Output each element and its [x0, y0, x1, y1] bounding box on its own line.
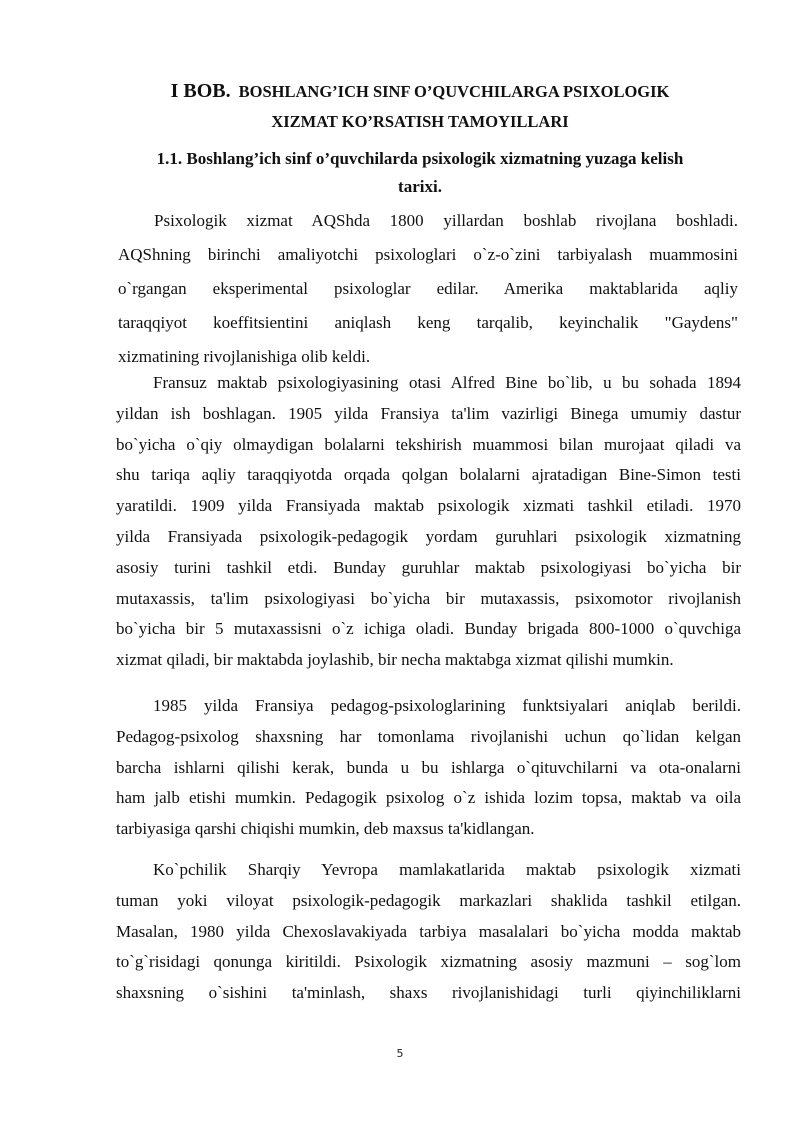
- chapter-title-line2: XIZMAT KO’RSATISH TAMOYILLARI: [271, 112, 569, 131]
- section-title: [100, 145, 740, 201]
- paragraph-1: [118, 204, 738, 374]
- paragraph-2: [116, 368, 741, 676]
- page-number: 5: [396, 1047, 404, 1060]
- paragraph-line: barcha ishlarni qilishi kerak, bunda u bu ishlarga o`qituvchilarni va ota-onalarni: [116, 757, 741, 777]
- paragraph-line: Ko`pchilik Sharqiy Yevropa mamlakatlarida maktab psixologik xizmati: [153, 860, 741, 879]
- paragraph-line: 1985 yilda Fransiya pedagog-psixologlarining funktsiyalari aniqlab berildi.: [153, 696, 741, 715]
- paragraph-line: to`g`risidagi qonunga kiritildi. Psixologik xizmatning asosiy mazmuni – sog`lom: [116, 952, 741, 972]
- paragraph-line: mutaxassis, ta'lim psixologiyasi bo`yicha bir mutaxassis, psixomotor rivojlanish: [116, 588, 741, 608]
- paragraph-line: bo`yicha o`qiy olmaydigan bolalarni tekshirish muammosi bilan murojaat qiladi va: [116, 434, 741, 454]
- paragraph-line: bo`yicha bir 5 mutaxassisni o`z ichiga oladi. Bunday brigada 800-1000 o`quvchiga: [116, 619, 741, 639]
- paragraph-line: xizmatining rivojlanishiga olib keldi.: [118, 347, 371, 366]
- paragraph-line: Masalan, 1980 yilda Chexoslavakiyada tarbiya masalalari bo`yicha modda maktab: [116, 921, 741, 941]
- chapter-number: I BOB.: [170, 80, 231, 102]
- paragraph-line: yilda Fransiyada psixologik-pedagogik yordam guruhlari psixologik xizmatning: [116, 526, 741, 546]
- paragraph-3: [116, 691, 741, 845]
- chapter-title: [100, 76, 740, 137]
- paragraph-line: tarbiyasiga qarshi chiqishi mumkin, deb maxsus ta'kidlangan.: [116, 819, 535, 839]
- paragraph-line: shaxsning o`sishini ta'minlash, shaxs rivojlanishidagi turli qiyinchiliklarni: [116, 983, 741, 1003]
- paragraph-line: AQShning birinchi amaliyotchi psixologlari o`z-o`zini tarbiyalash muammosini: [118, 245, 738, 264]
- paragraph-line: taraqqiyot koeffitsientini aniqlash keng tarqalib, keyinchalik "Gaydens": [118, 313, 738, 332]
- paragraph-line: yaratildi. 1909 yilda Fransiyada maktab psixologik xizmati tashkil etiladi. 1970: [116, 496, 741, 516]
- paragraph-line: Fransuz maktab psixologiyasining otasi Alfred Bine bo`lib, u bu sohada 1894: [153, 373, 741, 392]
- section-title-line2: tarixi.: [398, 177, 442, 196]
- paragraph-line: Psixologik xizmat AQShda 1800 yillardan boshlab rivojlana boshladi.: [154, 211, 738, 230]
- chapter-title-line1: BOSHLANG’ICH SINF O’QUVCHILARGA PSIXOLOGIK: [238, 82, 670, 101]
- paragraph-line: asosiy turini tashkil etdi. Bunday guruhlar maktab psixologiyasi bo`yicha bir: [116, 557, 741, 577]
- section-title-line1: 1.1. Boshlang’ich sinf o’quvchilarda psixologik xizmatning yuzaga kelish: [156, 149, 684, 168]
- paragraph-line: ham jalb etishi mumkin. Pedagogik psixolog o`z ishida lozim topsa, maktab va oila: [116, 788, 741, 808]
- paragraph-4: [116, 855, 741, 1009]
- paragraph-line: Pedagog-psixolog shaxsning har tomonlama rivojlanishi uchun qo`lidan kelgan: [116, 726, 741, 746]
- paragraph-line: o`rgangan eksperimental psixologlar edilar. Amerika maktablarida aqliy: [118, 279, 738, 298]
- paragraph-line: xizmat qiladi, bir maktabda joylashib, bir necha maktabga xizmat qilishi mumkin.: [116, 650, 674, 670]
- paragraph-line: shu tariqa aqliy taraqqiyotda orqada qolgan bolalarni ajratadigan Bine-Simon testi: [116, 465, 741, 485]
- paragraph-line: tuman yoki viloyat psixologik-pedagogik markazlari shaklida tashkil etilgan.: [116, 890, 741, 910]
- paragraph-line: yildan ish boshlagan. 1905 yilda Fransiya ta'lim vazirligi Binega umumiy dastur: [116, 403, 741, 423]
